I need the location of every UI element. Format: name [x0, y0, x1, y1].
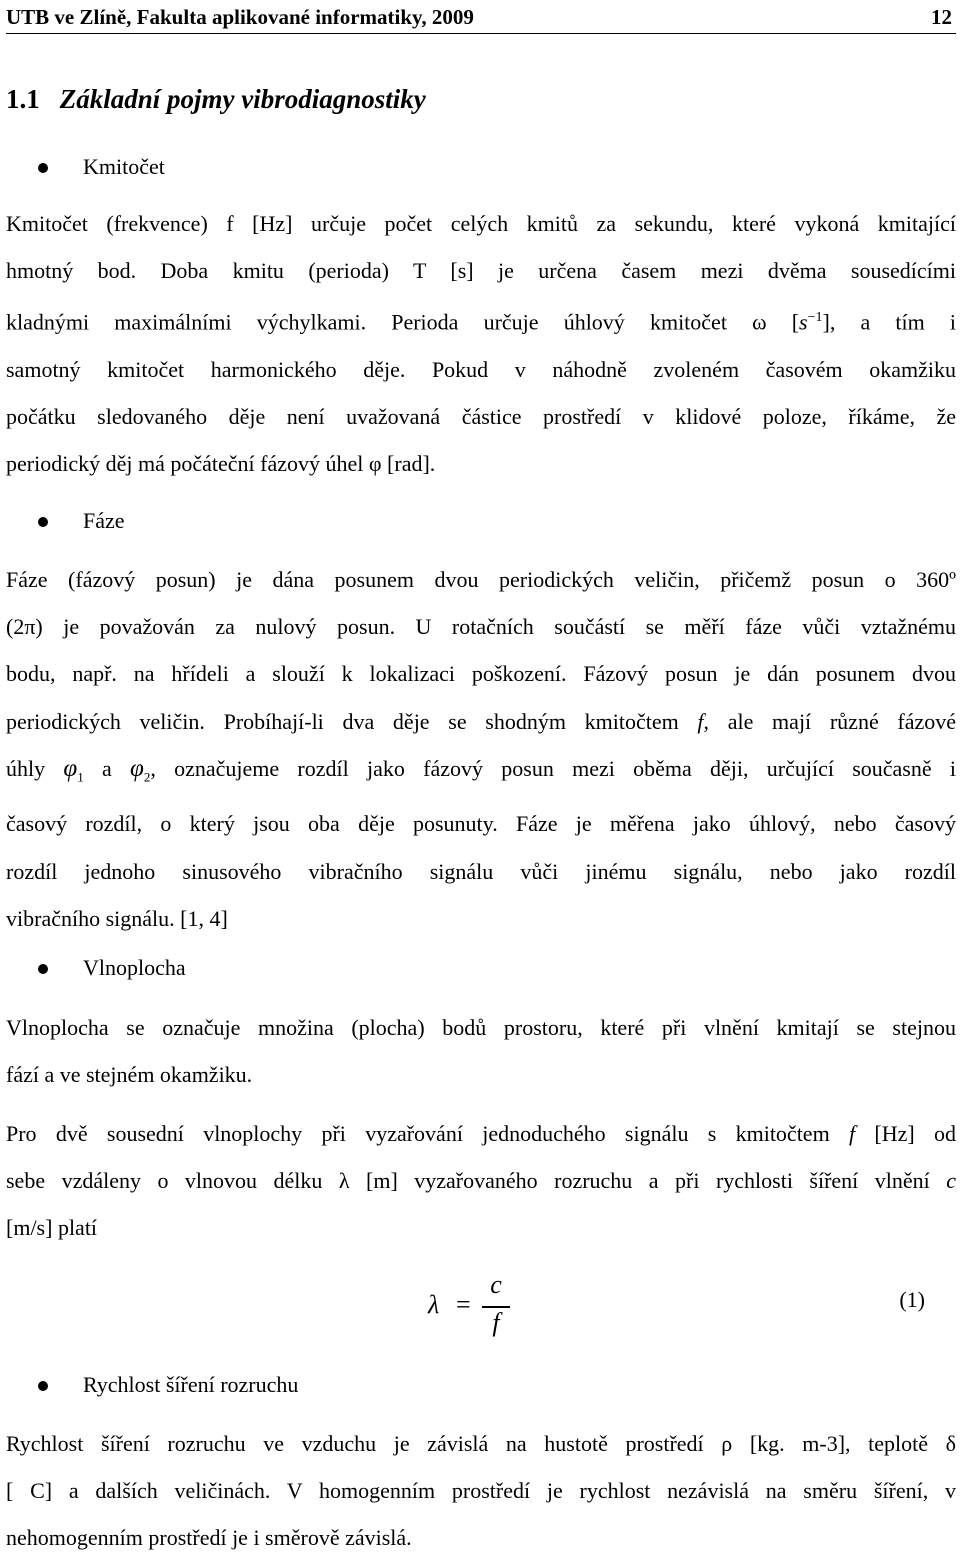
header-title: UTB ve Zlíně, Fakulta aplikované informatiky, 2009 [6, 5, 474, 29]
equation-lambda: λ [428, 1290, 440, 1319]
variable-c: c [946, 1168, 956, 1194]
text-line [6, 745, 956, 801]
page-header [6, 3, 956, 34]
text-segment: , označujeme rozdíl jako fázový posun mezi oběma ději, určující současně i [150, 755, 956, 781]
equation-equals: = [456, 1290, 471, 1319]
text-line [6, 294, 956, 346]
text-line: (2π) je považován za nulový posun. U rotačních součástí se měří fáze vůči vztažnému [6, 614, 956, 640]
bullet-label: Kmitočet [83, 154, 165, 179]
bullet-dot-icon [38, 1381, 48, 1391]
variable-f: f [697, 708, 704, 734]
text-line: Vlnoplocha se označuje množina (plocha) bodů prostoru, které při vlnění kmitají se stejnou [6, 1015, 956, 1040]
text-line: časový rozdíl, o který jsou oba děje posunuty. Fáze je měřena jako úhlový, nebo časový [6, 811, 956, 837]
text-segment: Pro dvě sousední vlnoplochy při vyzařování jednoduchého signálu s kmitočtem [6, 1121, 849, 1146]
section-heading [6, 84, 426, 115]
text-line: Fáze (fázový posun) je dána posunem dvou periodických veličin, přičemž posun o 360º [6, 567, 956, 592]
subscript: 1 [77, 769, 84, 785]
text-line [6, 1157, 956, 1204]
paragraph-vlnova-delka [6, 1110, 956, 1252]
text-line: vibračního signálu. [1, 4] [6, 905, 228, 931]
equation-denominator: f [492, 1308, 500, 1337]
variable-f: f [848, 1121, 856, 1146]
text-line: [ C] a dalších veličinách. V homogenním prostředí je rychlost nezávislá na směru šíření, v [6, 1478, 956, 1504]
text-line: hmotný bod. Doba kmitu (perioda) T [s] je určena časem mezi dvěma sousedícími [6, 258, 956, 284]
text-segment: sebe vzdáleny o vlnovou délku λ [m] vyzařovaného rozruchu a při rychlosti šíření vlnění [6, 1168, 947, 1194]
section-number: 1.1 [6, 84, 40, 114]
section-title: Základní pojmy vibrodiagnostiky [59, 84, 426, 114]
unit-symbol: s [799, 309, 808, 335]
phi-symbol: φ [63, 754, 78, 782]
text-line: nehomogenním prostředí je i směrově závislá. [6, 1525, 412, 1551]
bullet-dot-icon [38, 163, 48, 173]
paragraph-faze [6, 556, 956, 942]
text-line: [m/s] platí [6, 1215, 98, 1241]
paragraph-kmitocet [6, 200, 956, 488]
bullet-label: Rychlost šíření rozruchu [83, 1372, 299, 1397]
bullet-label: Fáze [83, 508, 125, 533]
text-line: bodu, např. na hřídeli a slouží k lokalizaci poškození. Fázový posun je dán posunem dvou [6, 661, 956, 687]
text-line: Kmitočet (frekvence) f [Hz] určuje počet celých kmitů za sekundu, které vykoná kmitající [6, 211, 956, 236]
paragraph-rychlost [6, 1420, 956, 1562]
unit-exponent: −1 [807, 310, 823, 326]
text-line: samotný kmitočet harmonického děje. Pokud v náhodně zvoleném časovém okamžiku [6, 356, 956, 382]
text-line [6, 698, 956, 745]
page-number: 12 [931, 5, 952, 29]
bullet-label: Vlnoplocha [83, 955, 186, 980]
text-line: počátku sledovaného děje není uvažovaná částice prostředí v klidové poloze, říkáme, že [6, 404, 956, 430]
equation-label: (1) [899, 1287, 925, 1312]
text-line [6, 1110, 956, 1157]
text-line: rozdíl jednoho sinusového vibračního signálu vůči jinému signálu, nebo jako rozdíl [6, 858, 956, 884]
text-line: periodický děj má počáteční fázový úhel φ [rad]. [6, 451, 436, 477]
subscript: 2 [143, 769, 151, 785]
text-line: Rychlost šíření rozruchu ve vzduchu je závislá na hustotě prostředí ρ [kg. m-3], teplotě δ [6, 1431, 956, 1456]
text-segment: a [83, 755, 131, 781]
text-segment: [Hz] od [855, 1121, 956, 1146]
paragraph-vlnoplocha [6, 1004, 956, 1098]
phi-symbol: φ [130, 754, 144, 782]
text-segment: periodických veličin. Probíhají-li dva děje se shodným kmitočtem [6, 708, 698, 734]
text-line: fází a ve stejném okamžiku. [6, 1062, 253, 1088]
bullet-dot-icon [38, 517, 48, 527]
text-segment: kladnými maximálními výchylkami. Perioda určuje úhlový kmitočet ω [ [6, 309, 800, 335]
text-segment: , ale mají různé fázové [703, 708, 957, 734]
text-segment: úhly [6, 755, 64, 781]
equation-numerator: c [490, 1270, 502, 1299]
text-segment: ], a tím i [822, 309, 956, 335]
bullet-dot-icon [38, 964, 48, 974]
